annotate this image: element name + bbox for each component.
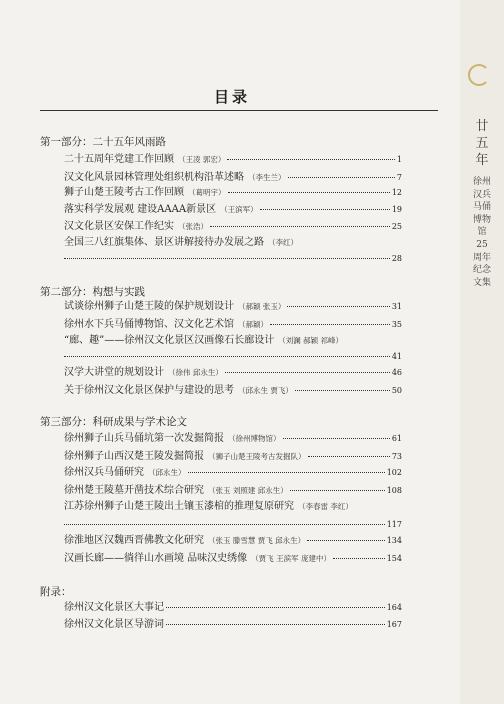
dot-leader bbox=[333, 558, 385, 559]
dot-leader bbox=[166, 607, 385, 608]
dot-leader bbox=[308, 456, 390, 457]
toc-entry[interactable] bbox=[64, 432, 402, 445]
toc-entry-continuation bbox=[64, 252, 402, 265]
entry-page: 7 bbox=[396, 173, 402, 182]
entry-page: 31 bbox=[391, 302, 402, 311]
entry-title: 江苏徐州狮子山楚王陵出土镶玉漆棺的推理复原研究 bbox=[64, 501, 294, 512]
toc-entry[interactable] bbox=[64, 300, 402, 313]
section-heading-part3: 第三部分：科研成果与学术论文 bbox=[40, 416, 187, 428]
page-title: 目录 bbox=[214, 88, 251, 106]
entry-page: 108 bbox=[386, 486, 402, 495]
dot-leader bbox=[64, 356, 390, 357]
dot-leader bbox=[166, 624, 385, 625]
dot-leader bbox=[283, 438, 390, 439]
toc-entry[interactable] bbox=[64, 500, 402, 513]
section-heading-part1: 第一部分：二十五年风雨路 bbox=[40, 136, 166, 148]
entry-page: 35 bbox=[391, 320, 402, 329]
entry-author: （徐伟 邱永生） bbox=[168, 368, 223, 377]
entry-title: 试谈徐州狮子山楚王陵的保护规划设计 bbox=[64, 301, 234, 312]
toc-entry[interactable] bbox=[64, 153, 402, 166]
entry-page: 50 bbox=[391, 386, 402, 395]
entry-page: 19 bbox=[391, 205, 402, 214]
toc-entry[interactable] bbox=[64, 534, 402, 547]
toc-entry[interactable] bbox=[64, 334, 402, 347]
entry-title: 二十五周年党建工作回顾 bbox=[64, 154, 174, 165]
toc-entry[interactable] bbox=[64, 466, 402, 479]
toc-entry[interactable] bbox=[64, 171, 402, 184]
entry-title: 关于徐州汉文化景区保护与建设的思考 bbox=[64, 385, 234, 396]
toc-entry-continuation bbox=[64, 350, 402, 363]
entry-title: 汉文化景区安保工作纪实 bbox=[64, 221, 174, 232]
entry-page: 25 bbox=[391, 222, 402, 231]
spine-title: 廿五年 bbox=[475, 119, 489, 168]
dot-leader bbox=[64, 258, 390, 259]
entry-page: 154 bbox=[386, 554, 402, 563]
toc-entry[interactable] bbox=[64, 552, 402, 565]
dot-leader bbox=[225, 372, 390, 373]
toc-entry[interactable] bbox=[64, 618, 402, 631]
toc-entry[interactable] bbox=[64, 601, 402, 614]
entry-title: 徐州狮子山西汉楚王陵发掘简报 bbox=[64, 451, 204, 462]
entry-author: （邱永生 贾飞） bbox=[238, 386, 293, 395]
entry-title: 徐州汉文化景区大事记 bbox=[64, 602, 164, 613]
dot-leader bbox=[228, 192, 390, 193]
entry-author: （徐州博物馆） bbox=[228, 434, 281, 443]
dot-leader bbox=[307, 540, 385, 541]
dot-leader bbox=[295, 390, 390, 391]
entry-page: 28 bbox=[391, 254, 402, 263]
entry-page: 46 bbox=[391, 368, 402, 377]
entry-author: （王凌 郭宏） bbox=[178, 155, 226, 164]
toc-entry[interactable] bbox=[64, 384, 402, 397]
dot-leader bbox=[290, 490, 385, 491]
entry-title: “廊、趣”——徐州汉文化景区汉画像石长廊设计 bbox=[64, 335, 275, 346]
dot-leader bbox=[288, 177, 395, 178]
entry-title: 徐淮地区汉魏西晋佛教文化研究 bbox=[64, 535, 204, 546]
entry-title: 徐州水下兵马俑博物馆、汉文化艺术馆 bbox=[64, 319, 234, 330]
crescent-ornament-icon bbox=[468, 64, 490, 86]
entry-page: 117 bbox=[386, 520, 402, 529]
entry-title: 汉画长廊——徜徉山水画境 品味汉史绣像 bbox=[64, 553, 248, 564]
toc-entry[interactable] bbox=[64, 366, 402, 379]
entry-title: 徐州汉文化景区导游词 bbox=[64, 619, 164, 630]
entry-title: 徐州楚王陵墓开凿技术综合研究 bbox=[64, 485, 204, 496]
dot-leader bbox=[287, 306, 389, 307]
spine-subtitle: 徐州汉兵马俑博物馆25周年纪念文集 bbox=[472, 177, 491, 288]
entry-author: （郝颖 张玉） bbox=[238, 302, 286, 311]
entry-page: 73 bbox=[391, 452, 402, 461]
dot-leader bbox=[227, 159, 395, 160]
entry-author: （邱永生） bbox=[148, 468, 186, 477]
toc-entry[interactable] bbox=[64, 318, 402, 331]
entry-title: 徐州狮子山兵马俑坑第一次发掘简报 bbox=[64, 433, 224, 444]
entry-author: （贾飞 王滨军 庞建中） bbox=[251, 554, 331, 563]
entry-title: 狮子山楚王陵考古工作回顾 bbox=[64, 187, 184, 198]
entry-author: （狮子山楚王陵考古发掘队） bbox=[208, 452, 306, 461]
dot-leader bbox=[270, 324, 390, 325]
entry-title: 落实科学发展观 建设AAAA新景区 bbox=[64, 204, 217, 215]
entry-page: 134 bbox=[386, 536, 402, 545]
spine-strip bbox=[460, 0, 504, 704]
dot-leader bbox=[64, 524, 385, 525]
dot-leader bbox=[210, 226, 390, 227]
toc-entry[interactable] bbox=[64, 203, 402, 216]
dot-leader bbox=[188, 472, 385, 473]
entry-title: 徐州汉兵马俑研究 bbox=[64, 467, 144, 478]
section-heading-appendix: 附录： bbox=[40, 586, 72, 598]
entry-author: （张玉 刘照建 邱永生） bbox=[208, 486, 288, 495]
title-divider bbox=[40, 110, 438, 111]
entry-author: （李春雷 李红） bbox=[298, 502, 353, 511]
dot-leader bbox=[260, 209, 390, 210]
entry-page: 167 bbox=[386, 620, 402, 629]
entry-author: （王滨军） bbox=[220, 205, 258, 214]
entry-page: 41 bbox=[391, 352, 402, 361]
entry-title: 汉学大讲堂的规划设计 bbox=[64, 367, 164, 378]
entry-page: 1 bbox=[396, 155, 402, 164]
entry-author: （张玉 滕雪慧 贾飞 邱永生） bbox=[208, 536, 306, 545]
entry-author: （李生兰） bbox=[248, 173, 286, 182]
toc-entry-continuation bbox=[64, 518, 402, 531]
entry-page: 164 bbox=[386, 603, 402, 612]
entry-page: 102 bbox=[386, 468, 402, 477]
toc-entry[interactable] bbox=[64, 236, 402, 249]
section-heading-part2: 第二部分：构想与实践 bbox=[40, 286, 145, 298]
entry-title: 全国三八红旗集体、景区讲解接待办发展之路 bbox=[64, 237, 264, 248]
entry-author: （李红） bbox=[268, 238, 298, 247]
toc-entry[interactable] bbox=[64, 220, 402, 233]
entry-author: （刘澜 郝颖 祁峰） bbox=[278, 336, 344, 345]
entry-author: （张浩） bbox=[178, 222, 208, 231]
entry-page: 61 bbox=[391, 434, 402, 443]
entry-author: （葛明宇） bbox=[188, 188, 226, 197]
entry-page: 12 bbox=[391, 188, 402, 197]
entry-title: 汉文化风景园林管理处组织机构沿革述略 bbox=[64, 172, 244, 183]
entry-author: （郝颖） bbox=[238, 320, 268, 329]
toc-entry[interactable] bbox=[64, 186, 402, 199]
toc-entry[interactable] bbox=[64, 450, 402, 463]
toc-entry[interactable] bbox=[64, 484, 402, 497]
